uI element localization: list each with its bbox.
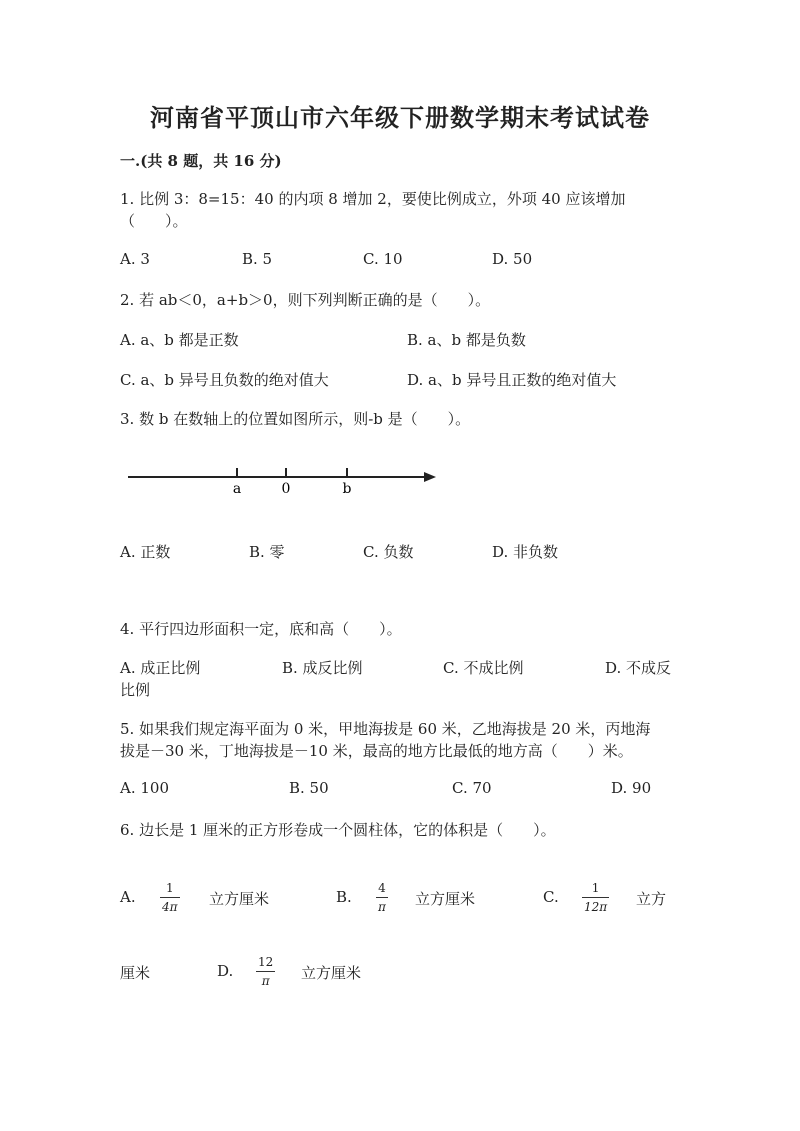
q6-option-c-unit-part1: 立方 (636, 890, 667, 908)
q6-option-a-unit: 立方厘米 (209, 890, 270, 908)
q4-option-d: D. 不成反 (605, 659, 672, 677)
q3-option-b: B. 零 (249, 543, 285, 561)
question-5-line1: 5. 如果我们规定海平面为 0 米，甲地海拔是 60 米，乙地海拔是 20 米，丙地海 (120, 720, 651, 738)
fraction-denominator: π (261, 974, 270, 988)
page-title: 河南省平顶山市六年级下册数学期末考试试卷 (150, 103, 650, 132)
q1-option-c: C. 10 (363, 250, 403, 268)
q6-option-d-letter: D. (217, 962, 234, 980)
q3-option-c: C. 负数 (363, 543, 414, 561)
fraction-bar (160, 897, 180, 898)
section-heading: 一.(共 8 题，共 16 分) (120, 152, 282, 170)
fraction-numerator: 1 (165, 881, 174, 895)
q5-option-c: C. 70 (452, 779, 492, 797)
q2-option-d: D. a、b 异号且正数的绝对值大 (407, 371, 617, 389)
q5-option-b: B. 50 (289, 779, 329, 797)
number-line-arrow (424, 472, 436, 482)
axis-label-0: 0 (281, 481, 291, 497)
q6-option-b-fraction (376, 881, 388, 914)
fraction-denominator: π (378, 900, 386, 914)
q6-option-c-letter: C. (543, 888, 559, 906)
q3-option-d: D. 非负数 (492, 543, 559, 561)
q2-option-c: C. a、b 异号且负数的绝对值大 (120, 371, 329, 389)
question-5-line2: 拔是－30 米，丁地海拔是－10 米，最高的地方比最低的地方高（ ）米。 (120, 742, 633, 760)
question-1-line1: 1. 比例 3：8=15：40 的内项 8 增加 2，要使比例成立，外项 40 应该增加 (120, 190, 626, 208)
q6-option-b-unit: 立方厘米 (415, 890, 476, 908)
fraction-bar (376, 897, 388, 898)
question-4-text: 4. 平行四边形面积一定，底和高（ ）。 (120, 620, 402, 638)
q6-option-a-letter: A. (120, 888, 136, 906)
fraction-numerator: 1 (591, 881, 600, 895)
q6-option-d-fraction (256, 955, 275, 988)
question-6-text: 6. 边长是 1 厘米的正方形卷成一个圆柱体，它的体积是（ ）。 (120, 821, 556, 839)
q5-option-a: A. 100 (120, 779, 169, 797)
axis-label-b: b (342, 481, 352, 497)
axis-label-a: a (232, 481, 242, 497)
q4-option-c: C. 不成比例 (443, 659, 524, 677)
fraction-denominator: 4π (162, 900, 178, 914)
q4-option-a: A. 成正比例 (120, 659, 201, 677)
fraction-numerator: 12 (258, 955, 274, 969)
q5-option-d: D. 90 (611, 779, 652, 797)
q1-option-a: A. 3 (120, 250, 150, 268)
q6-option-c-fraction (582, 881, 609, 914)
q4-option-d-wrap: 比例 (120, 681, 151, 699)
q2-option-b: B. a、b 都是负数 (407, 331, 526, 349)
q6-option-b-letter: B. (336, 888, 352, 906)
q6-option-d-unit: 立方厘米 (301, 964, 362, 982)
q6-option-a-fraction (160, 881, 180, 914)
question-2-text: 2. 若 ab＜0，a+b＞0，则下列判断正确的是（ ）。 (120, 291, 491, 309)
q1-option-b: B. 5 (242, 250, 273, 268)
q1-option-d: D. 50 (492, 250, 533, 268)
number-line (120, 460, 450, 500)
q3-option-a: A. 正数 (120, 543, 171, 561)
question-3-text: 3. 数 b 在数轴上的位置如图所示，则-b 是（ ）。 (120, 410, 471, 428)
fraction-bar (582, 897, 609, 898)
q2-option-a: A. a、b 都是正数 (120, 331, 239, 349)
fraction-bar (256, 971, 275, 972)
fraction-denominator: 12π (584, 900, 608, 914)
q4-option-b: B. 成反比例 (282, 659, 363, 677)
fraction-numerator: 4 (378, 881, 386, 895)
question-1-line2: （ ）。 (120, 212, 188, 230)
q6-option-c-unit-part2: 厘米 (120, 964, 151, 982)
